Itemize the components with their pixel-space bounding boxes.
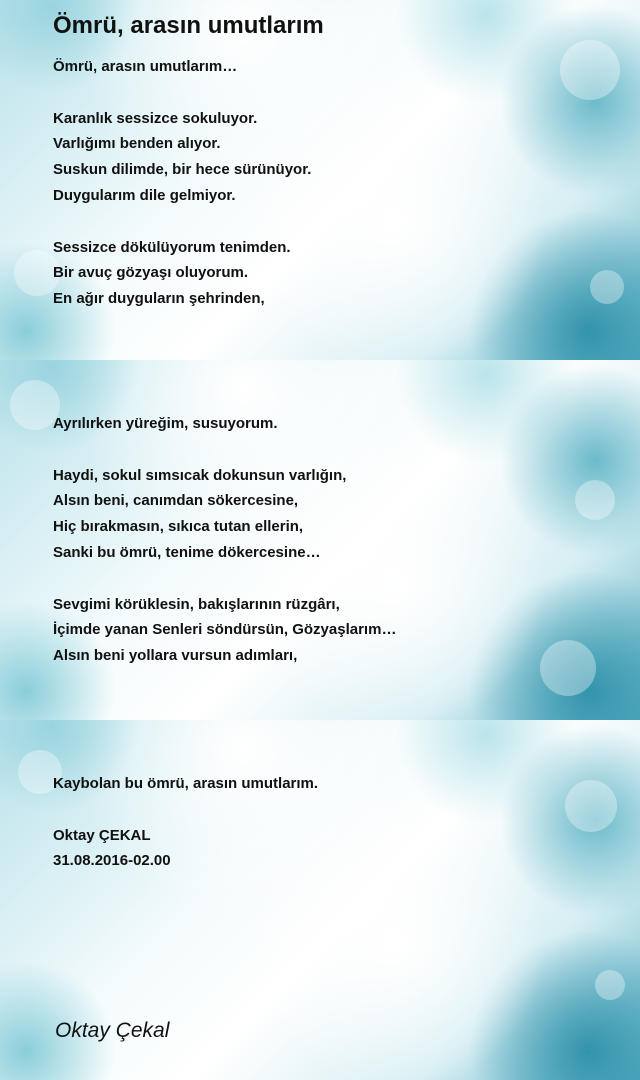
stanza-gap [53, 437, 613, 463]
stanza-gap [53, 80, 613, 106]
poem-line: Duygularım dile gelmiyor. [53, 186, 236, 204]
author-name: Oktay ÇEKAL [53, 826, 151, 844]
poem-line: Bir avuç gözyaşı oluyorum. [53, 264, 249, 282]
poem-line: Sessizce dökülüyorum tenimden. [53, 238, 291, 256]
poem-line: Varlığımı benden alıyor. [53, 135, 221, 153]
stanza-gap [53, 566, 613, 592]
poem-line: Alsın beni, canımdan sökercesine, [53, 492, 299, 510]
poem-line: Karanlık sessizce sokuluyor. [53, 109, 258, 127]
poem-title: Ömrü, arasın umutlarım [53, 12, 324, 39]
stanza-gap [53, 209, 613, 235]
poem-line: Alsın beni yollara vursun adımları, [53, 647, 298, 665]
poem-line: Haydi, sokul sımsıcak dokunsun varlığın, [53, 466, 347, 484]
verse-block-2 [53, 411, 613, 669]
verse-block-3 [53, 771, 613, 874]
author-signature: Oktay Çekal [55, 1019, 170, 1042]
poem-line: İçimde yanan Senleri söndürsün, Gözyaşlarım… [53, 621, 397, 639]
poem-line: Ayrılırken yüreğim, susuyorum. [53, 415, 278, 432]
poem-line: Kaybolan bu ömrü, arasın umutlarım. [53, 775, 319, 792]
stanza-gap [53, 797, 613, 823]
bokeh-circle [595, 970, 625, 1000]
poem-date: 31.08.2016-02.00 [53, 852, 171, 870]
poem-line: En ağır duyguların şehrinden, [53, 290, 265, 308]
poem-line: Sanki bu ömrü, tenime dökercesine… [53, 543, 321, 561]
poem-line: Sevgimi körüklesin, bakışlarının rüzgârı, [53, 595, 340, 613]
poem-line: Hiç bırakmasın, sıkıca tutan ellerin, [53, 518, 304, 536]
verse-block-1 [53, 54, 613, 312]
poem-line: Ömrü, arasın umutlarım… [53, 58, 238, 75]
poem-line: Suskun dilimde, bir hece sürünüyor. [53, 161, 312, 179]
